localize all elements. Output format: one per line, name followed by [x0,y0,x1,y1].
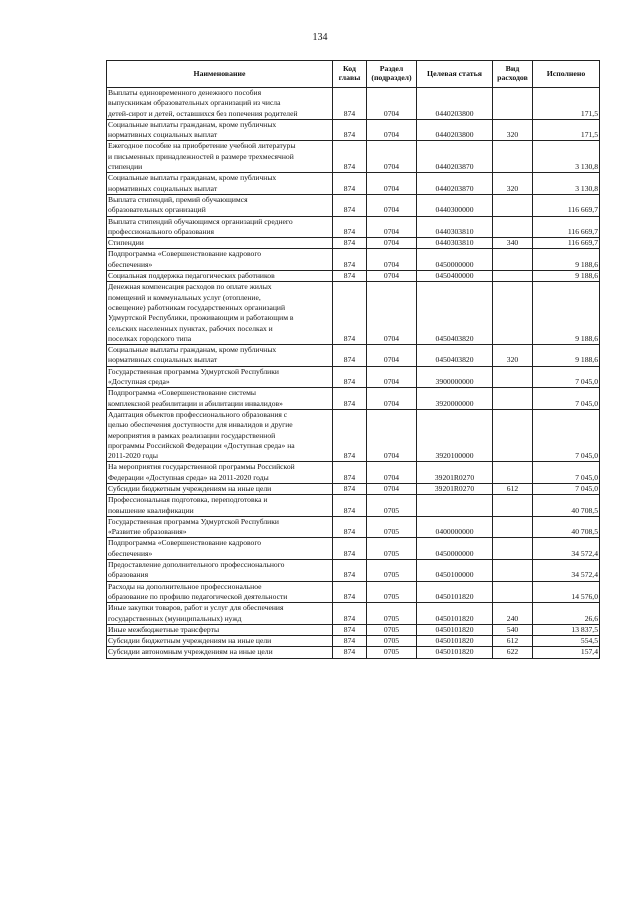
row-section: 0704 [367,271,417,282]
row-amount: 157,4 [533,647,600,658]
row-code: 874 [333,603,367,625]
row-type [493,194,533,216]
table-row [107,624,600,635]
row-type [493,88,533,120]
row-section: 0705 [367,624,417,635]
row-section: 0704 [367,216,417,238]
row-code: 874 [333,409,367,461]
row-target: 0450400000 [417,271,493,282]
row-target: 3900000000 [417,366,493,388]
row-target: 0450000000 [417,249,493,271]
table-header-row [107,61,600,88]
row-section: 0704 [367,409,417,461]
row-section: 0704 [367,173,417,195]
row-type [493,141,533,173]
row-section: 0704 [367,345,417,367]
row-section: 0704 [367,462,417,484]
row-section: 0704 [367,388,417,410]
header-target: Целевая статья [417,61,493,88]
row-target: 0400000000 [417,516,493,538]
row-name: Иные межбюджетные трансферты [107,624,333,635]
row-section: 0705 [367,647,417,658]
row-target: 3920000000 [417,388,493,410]
row-name: Денежная компенсация расходов по оплате жилых помещений и коммунальных услуг (отопление, освещение) работникам государственных организаций Удмуртской Республики, проживающим и работающим в сельских населенных пунктах, рабочих поселках и поселках городского типа [107,282,333,345]
row-target: 0440303810 [417,216,493,238]
row-code: 874 [333,495,367,517]
row-name: Предоставление дополнительного профессионального образования [107,560,333,582]
row-code: 874 [333,560,367,582]
row-code: 874 [333,483,367,494]
row-target: 0450403820 [417,345,493,367]
table-row [107,366,600,388]
row-name: Профессиональная подготовка, переподготовка и повышение квалификации [107,495,333,517]
row-section: 0704 [367,238,417,249]
row-section: 0704 [367,249,417,271]
row-code: 874 [333,88,367,120]
table-row [107,141,600,173]
budget-table [106,60,600,659]
row-code: 874 [333,366,367,388]
row-amount: 9 188,6 [533,271,600,282]
row-name: На мероприятия государственной программы Российской Федерации «Доступная среда» на 2011-2020 годы [107,462,333,484]
row-amount: 3 130,8 [533,173,600,195]
row-code: 874 [333,462,367,484]
row-code: 874 [333,516,367,538]
row-target: 0450403820 [417,282,493,345]
row-type [493,581,533,603]
row-amount: 7 045,0 [533,462,600,484]
row-name: Государственная программа Удмуртской Республики «Развитие образования» [107,516,333,538]
row-name: Подпрограмма «Совершенствование системы комплексной реабилитации и абилитации инвалидов» [107,388,333,410]
table-row [107,647,600,658]
row-type [493,516,533,538]
row-section: 0705 [367,636,417,647]
row-target: 0440203870 [417,173,493,195]
row-type [493,560,533,582]
row-section: 0704 [367,282,417,345]
row-target: 0450101820 [417,647,493,658]
row-section: 0705 [367,603,417,625]
row-amount: 7 045,0 [533,388,600,410]
row-amount: 40 708,5 [533,495,600,517]
row-type: 340 [493,238,533,249]
table-row [107,88,600,120]
row-target: 0440203800 [417,88,493,120]
row-type [493,409,533,461]
row-type: 540 [493,624,533,635]
row-amount: 116 669,7 [533,238,600,249]
row-section: 0704 [367,119,417,141]
row-target: 0450101820 [417,624,493,635]
row-amount: 34 572,4 [533,560,600,582]
row-amount: 554,5 [533,636,600,647]
row-code: 874 [333,624,367,635]
row-amount: 9 188,6 [533,282,600,345]
row-name: Адаптация объектов профессионального образования с целью обеспечения доступности для инвалидов и другие мероприятия в рамках реализации государственной программы Российской Федерации «Доступная среда» на 2011-2020 годы [107,409,333,461]
row-code: 874 [333,194,367,216]
row-target: 0450101820 [417,581,493,603]
row-name: Социальная поддержка педагогических работников [107,271,333,282]
row-amount: 116 669,7 [533,194,600,216]
row-type: 320 [493,345,533,367]
row-name: Социальные выплаты гражданам, кроме публичных нормативных социальных выплат [107,345,333,367]
row-name: Иные закупки товаров, работ и услуг для обеспечения государственных (муниципальных) нужд [107,603,333,625]
table-row [107,538,600,560]
row-name: Социальные выплаты гражданам, кроме публичных нормативных социальных выплат [107,119,333,141]
row-type [493,282,533,345]
row-section: 0704 [367,88,417,120]
row-section: 0704 [367,141,417,173]
row-code: 874 [333,388,367,410]
row-name: Государственная программа Удмуртской Республики «Доступная среда» [107,366,333,388]
header-executed: Исполнено [533,61,600,88]
row-target: 0440203870 [417,141,493,173]
table-row [107,636,600,647]
row-section: 0705 [367,516,417,538]
table-row [107,345,600,367]
row-amount: 13 837,5 [533,624,600,635]
row-amount: 7 045,0 [533,409,600,461]
table-row [107,271,600,282]
row-section: 0705 [367,538,417,560]
row-amount: 116 669,7 [533,216,600,238]
table-body [107,88,600,659]
row-target: 0440300000 [417,194,493,216]
header-section: Раздел (подраздел) [367,61,417,88]
row-target [417,495,493,517]
header-type: Вид расходов [493,61,533,88]
table-row [107,462,600,484]
row-type: 622 [493,647,533,658]
row-name: Субсидии бюджетным учреждениям на иные цели [107,636,333,647]
row-name: Ежегодное пособие на приобретение учебной литературы и письменных принадлежностей в размере трехмесячной стипендии [107,141,333,173]
row-type [493,538,533,560]
row-name: Расходы на дополнительное профессиональное образование по профилю педагогической деятельности [107,581,333,603]
row-type [493,495,533,517]
row-target: 0450000000 [417,538,493,560]
row-type: 612 [493,483,533,494]
row-name: Выплата стипендий обучающимся организаций среднего профессионального образования [107,216,333,238]
row-name: Субсидии бюджетным учреждениям на иные цели [107,483,333,494]
row-type [493,271,533,282]
row-amount: 171,5 [533,88,600,120]
row-name: Выплата стипендий, премий обучающимся образовательных организаций [107,194,333,216]
row-section: 0705 [367,560,417,582]
row-name: Подпрограмма «Совершенствование кадрового обеспечения» [107,249,333,271]
row-section: 0704 [367,483,417,494]
row-code: 874 [333,581,367,603]
row-target: 0450101820 [417,603,493,625]
row-amount: 26,6 [533,603,600,625]
row-code: 874 [333,173,367,195]
row-type [493,216,533,238]
table-row [107,560,600,582]
row-type [493,366,533,388]
row-amount: 9 188,6 [533,345,600,367]
table-row [107,173,600,195]
row-amount: 7 045,0 [533,483,600,494]
table-row [107,388,600,410]
row-code: 874 [333,141,367,173]
row-code: 874 [333,647,367,658]
row-amount: 3 130,8 [533,141,600,173]
row-type: 320 [493,119,533,141]
row-type [493,462,533,484]
row-target: 39201R0270 [417,483,493,494]
row-code: 874 [333,282,367,345]
row-section: 0704 [367,366,417,388]
row-amount: 7 045,0 [533,366,600,388]
table-row [107,483,600,494]
table-row [107,516,600,538]
row-code: 874 [333,119,367,141]
row-type [493,388,533,410]
row-amount: 34 572,4 [533,538,600,560]
table-row [107,409,600,461]
row-target: 3920100000 [417,409,493,461]
row-amount: 14 576,0 [533,581,600,603]
table-row [107,495,600,517]
row-amount: 40 708,5 [533,516,600,538]
row-name: Субсидии автономным учреждениям на иные цели [107,647,333,658]
row-target: 39201R0270 [417,462,493,484]
table-row [107,282,600,345]
table-row [107,581,600,603]
row-section: 0704 [367,194,417,216]
table-row [107,249,600,271]
row-name: Выплаты единовременного денежного пособия выпускникам образовательных организаций из числа детей-сирот и детей, оставшихся без попечения родителей [107,88,333,120]
row-amount: 9 188,6 [533,249,600,271]
row-target: 0450100000 [417,560,493,582]
row-target: 0440303810 [417,238,493,249]
table-row [107,119,600,141]
page-number: 134 [312,32,328,43]
row-name: Социальные выплаты гражданам, кроме публичных нормативных социальных выплат [107,173,333,195]
row-code: 874 [333,249,367,271]
header-code: Код главы [333,61,367,88]
row-code: 874 [333,216,367,238]
row-type: 240 [493,603,533,625]
row-name: Стипендии [107,238,333,249]
row-section: 0705 [367,495,417,517]
row-code: 874 [333,538,367,560]
row-type [493,249,533,271]
table-row [107,216,600,238]
row-code: 874 [333,636,367,647]
row-type: 612 [493,636,533,647]
row-section: 0705 [367,581,417,603]
row-code: 874 [333,238,367,249]
row-target: 0440203800 [417,119,493,141]
row-amount: 171,5 [533,119,600,141]
row-code: 874 [333,271,367,282]
row-code: 874 [333,345,367,367]
header-name: Наименование [107,61,333,88]
table-row [107,603,600,625]
table-row [107,194,600,216]
row-name: Подпрограмма «Совершенствование кадрового обеспечения» [107,538,333,560]
table-row [107,238,600,249]
row-type: 320 [493,173,533,195]
row-target: 0450101820 [417,636,493,647]
